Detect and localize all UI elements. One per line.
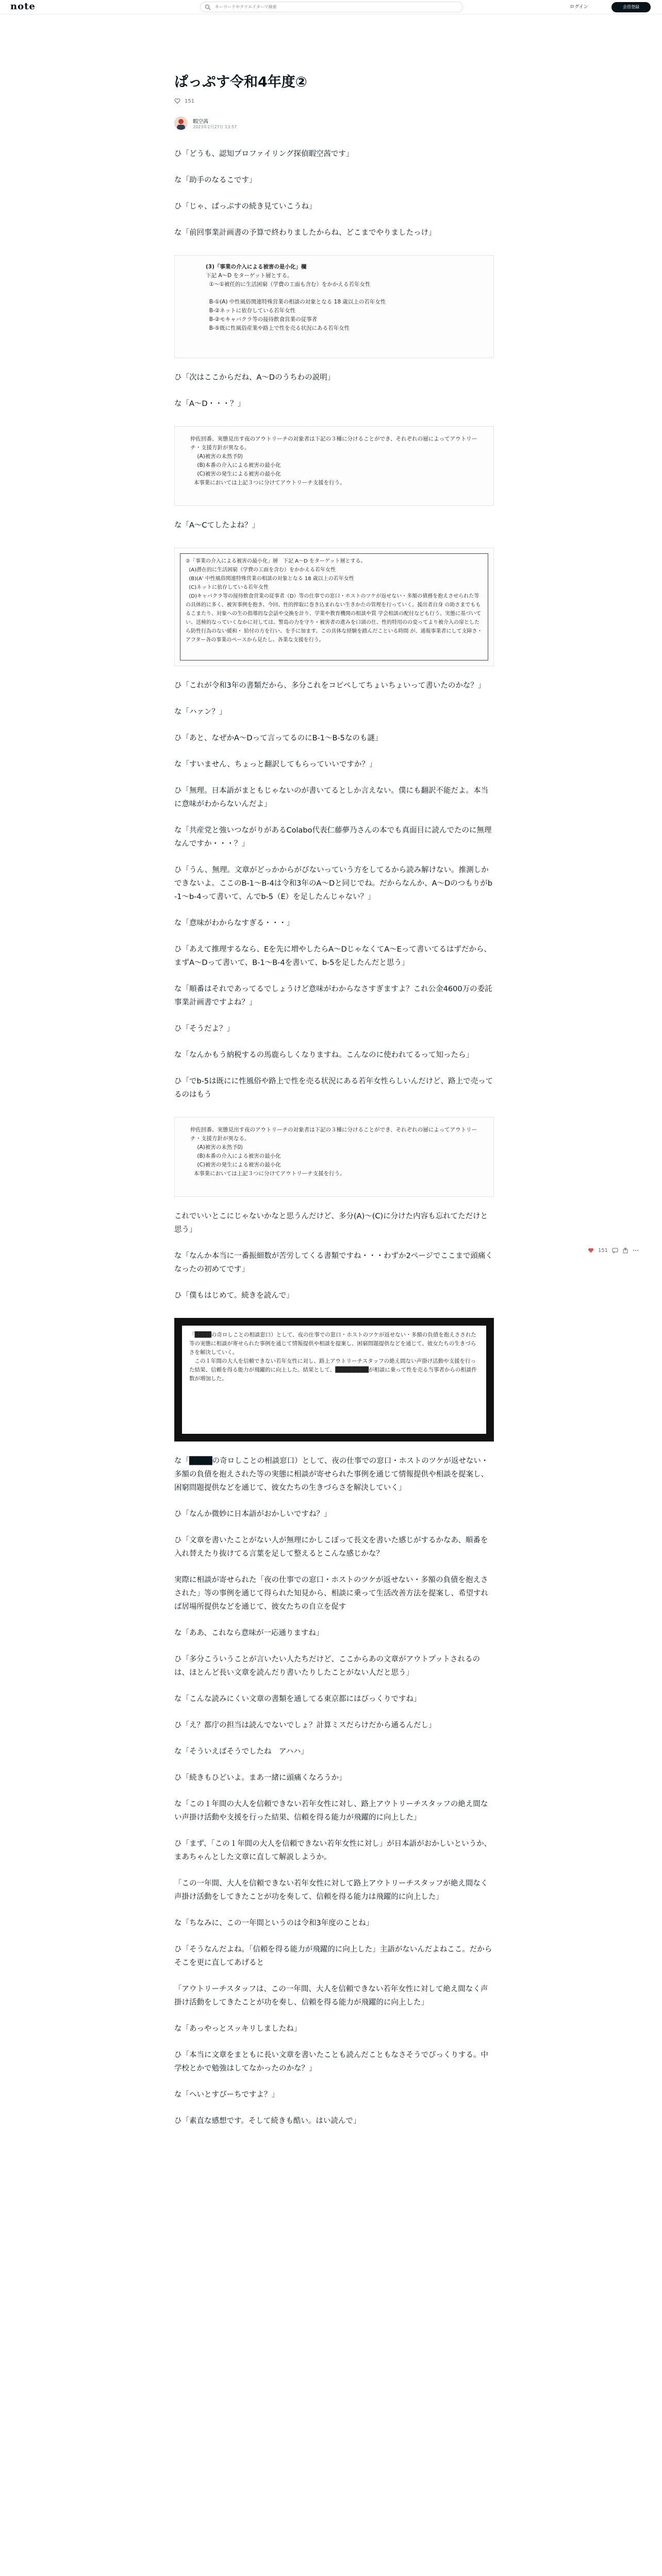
paragraph: ひ「これが令和3年の書類だから、多分これをコピペしてちょいちょいって書いたのかな？」 bbox=[174, 682, 486, 690]
excerpt-text: 「████の奇ロしことの相談窓口）として、夜の仕事での窓口・ホストのツケが返せない・多額の負債を抱えさされた等の実態に相談が寄せられた事例を通じて情報提供や相談を提案し、困窮問題提供などを通じて、彼女たちの生きづらさを解決していく。 この１年間の大人を信頼できない若年女性に対し、路上アウトリーチスタッフの絶え間ない声掛け活動や支援を行った結果、信頼を得る能力が飛躍的に向上した。結果として、████████が相談に乗って性を売る当事者からの相談件数が増加した。 bbox=[182, 1326, 486, 1434]
top-header bbox=[0, 0, 662, 14]
paragraph: な「助手のなるこです」 bbox=[174, 176, 257, 184]
paragraph: な「順番はそれであってるでしょうけど意味がわからなさすぎますよ？これ公金4600万の委託事業計画書ですよね？」 bbox=[174, 985, 492, 1007]
paragraph: ひ「続きもひどいよ。まあ一緒に頭痛くなろうか」 bbox=[174, 1774, 346, 1782]
paragraph: な「ああ、これなら意味が一応通りますね」 bbox=[174, 1629, 324, 1637]
paragraph: な「こんな読みにくい文章の書類を通してる東京都にはびっくりですね」 bbox=[174, 1695, 421, 1703]
article-title: ぱっぷす令和4年度② bbox=[174, 74, 307, 90]
paragraph: 「アウトリーチスタッフは、この一年間、大人を信頼できない若年女性に対して絶え間なく声掛け活動をしてきたことが功を奏し、信頼を得る能力が飛躍的に向上した」 bbox=[174, 1985, 488, 2007]
like-summary[interactable] bbox=[174, 97, 494, 105]
paragraph: 「この一年間、大人を信頼できない若年女性に対して路上アウトリーチスタッフが絶え間なく声掛け活動をしてきたことが功を奏して、信頼を得る能力は飛躍的に向上した」 bbox=[174, 1879, 488, 1901]
document-excerpt-image bbox=[174, 548, 494, 666]
paragraph: ひ「多分こういうことが言いたい人たちだけど、ここからあの文章がアウトプットされるのは、ほとんど長い文章を読んだり書いたりしたことがない人だと思う」 bbox=[174, 1655, 481, 1677]
paragraph: ひ「うん、無理。文章がどっかからがびないっていう方をしてるから読み解けない。推測しかできないよ。ここのB-1～B-4は令和3年のA～Dと同じでね。だからなんか、A～Dのつもりがb-1～b-4って書いて、んでb-5（E）を足したんじゃない？」 bbox=[174, 866, 492, 901]
document-excerpt-image bbox=[174, 1318, 494, 1442]
note-logo[interactable]: note bbox=[10, 1, 36, 12]
paragraph: な「ちなみに、この一年間というのは令和3年度のことね」 bbox=[174, 1919, 374, 1927]
paragraph: ひ「次はここからだね、A～Dのうちわの説明」 bbox=[174, 374, 335, 382]
floating-action-bar bbox=[588, 1244, 650, 1257]
paragraph: な「意味がわからなすぎる・・・」 bbox=[174, 919, 294, 927]
paragraph: ひ「文章を書いたことがない人が無理にかしこぼって長文を書いた感じがするかなあ、順番を入れ替えたり抜けてる言葉を足して整えるとこんな感じかな？ bbox=[174, 1536, 488, 1558]
excerpt-text: ②「事業の介入による被害の最小化」層 下記 A～D をターゲット層とする。 (A)潜在的に生活困窮（学費の工面を含む）をかかえる若年女性 (B)(A' 中性風俗関連特殊営業の相談の対象となる 18 歳以上の若年女性 (C)ネットに依存している若年女性 (D)キャバクラ等の接待飲食営業の従事者（D）等の仕事での窓口・ホストのツケが返せない・多額の債務を抱えさせられた等の具体的に多く、被害事例を抱き、今回、性的搾取に巻き込まれない生きかたの管理を行っていく。援出者自身 の助さまでももるこまたり、対象への生の指導的な会話や交換を計り、学業や教育機関の相談や質 学会相談の配付なども行う。実態に基づいてい、送検的なっていくなかに対しては、警島の力を守り・被害者の進みを口頭の仕、性的特用のの変ってより被介入の扉としたら防性行為のない緩和・ 給付の方を行い、を手に加ます。この具体な経験を踏んだこといる時間 が、通報事業者にして支障さ・アフター各の事業のペースから見たし、各業な支援を行う。 bbox=[180, 553, 488, 660]
paragraph: な「前回事業計画書の予算で終わりましたからね、どこまでやりましたっけ」 bbox=[174, 229, 436, 237]
paragraph: ひ「え？都庁の担当は読んでないでしょ？計算ミスだらけだから通るんだし」 bbox=[174, 1721, 436, 1730]
signup-button[interactable]: 会員登録 bbox=[611, 2, 651, 12]
login-button[interactable]: ログイン bbox=[561, 3, 597, 12]
search-input[interactable] bbox=[215, 3, 457, 11]
paragraph: ひ「あと、なぜかA～Dって言ってるのにB-1～B-5なのも謎」 bbox=[174, 734, 383, 742]
paragraph: な「この１年間の大人を信頼できない若年女性に対し、路上アウトリーチスタッフの絶え間ない声掛け活動や支援を行った結果、信頼を得る能力が飛躍的に向上した」 bbox=[174, 1800, 488, 1822]
paragraph: な「████の奇ロしことの相談窓口）として、夜の仕事での窓口・ホストのツケが返せない・多額の負債を抱えされた等の実態に相談が寄せられた事例を通じて情報提供や相談を提案し、困窮問題提供などを通じて、彼女たちの生きづらさを解決していく」 bbox=[174, 1457, 489, 1492]
more-icon[interactable] bbox=[633, 1247, 639, 1253]
paragraph: ひ「そうだよ？」 bbox=[174, 1025, 234, 1033]
paragraph: ひ「でb-5は既にに性風俗や路上で性を売る状況にある若年女性らしいんだけど、路上で売ってるのはもう bbox=[174, 1077, 493, 1099]
comment-icon[interactable] bbox=[612, 1247, 618, 1253]
paragraph: ひ「まず、「この１年間の大人を信頼できない若年女性に対し」が日本語がおかしいというか、まあちゃんとした文章に直して解説しようか。 bbox=[174, 1840, 492, 1861]
excerpt-text: 仲佐回番、実態見出す夜のアウトリーチの対象者は下記の３種に分けることができ、それぞれの層によってアウトリーチ・支援方針が異なる。 (A)被害の未然予防 (B)本番の介入による被害の最小化 (C)被害の発生による被害の最小化 本事業においては上記３つに分けてアウトリーチ支援を行う。 bbox=[190, 1127, 477, 1177]
author-name[interactable]: 暇空茜 bbox=[193, 119, 208, 125]
paragraph: ひ「そうなんだよね。「信頼を得る能力が飛躍的に向上した」主語がないんだよねここ。だからそこを更に直してあげると bbox=[174, 1945, 492, 1967]
paragraph: ひ「どうも、認知プロファイリング探偵暇空茜です」 bbox=[174, 150, 354, 158]
excerpt-text: 仲佐回番、実態見出す夜のアウトリーチの対象者は下記の３種に分けることができ、それぞれの層によってアウトリーチ・支援方針が異なる。 (A)被害の未然予防 (B)本番の介入による被害の最小化 (C)被害の発生による被害の最小化 本事業においては上記３つに分けてアウトリーチ支援を行う。 bbox=[190, 436, 477, 486]
paragraph: ひ「あえて推理するなら、Eを先に増やしたらA～DじゃなくてA～Eって書いてるはずだから、まずA～Dって書いて、B-1～B-4を書いて、b-5を足したんだと思う」 bbox=[174, 945, 491, 967]
paragraph: な「あっやっとスッキリしましたね」 bbox=[174, 2025, 302, 2033]
document-excerpt-image bbox=[174, 426, 494, 506]
paragraph: な「ハァン？」 bbox=[174, 708, 227, 716]
paragraph: な「すいません、ちょっと翻訳してもらっていいですか？」 bbox=[174, 760, 377, 769]
share-icon[interactable] bbox=[622, 1247, 628, 1253]
paragraph: ひ「なんか微妙に日本語がおかしいですね？」 bbox=[174, 1510, 332, 1518]
paragraph: ひ「本当に文章をまともに長い文章を書いたことも読んだこともなさそうでびっくりする。中学校とかで勉強はしてなかったのかな？」 bbox=[174, 2051, 488, 2073]
excerpt-heading: (3)「事業の介入による被害の是小化」欄 bbox=[206, 264, 307, 270]
paragraph: な「なんかもう納税するの馬鹿らしくなりますね。こんなのに使われてるって知ったら」 bbox=[174, 1051, 473, 1059]
author-block[interactable] bbox=[174, 115, 494, 132]
excerpt-text: 下記 A～D をターゲット層とする。 ①～①被任的に生活困窮（学費の工面も含む）をかかえる若年女性 B-①(A) 中性風俗関連特殊営業の相談の対象となる 18 歳以上の若年女性 B-②ネットに依存している若年女性 B-②モキャバクラ等の接待飲食営業の従事者 B-⑤既に性風俗産業や路上で性を売る状況にある若年女性 bbox=[206, 273, 386, 331]
like-count: 151 bbox=[185, 98, 195, 104]
paragraph: ひ「じゃ、ぱっぷすの続き見ていこうね」 bbox=[174, 202, 317, 211]
paragraph: ひ「素直な感想です。そして続きも酷い。はい読んで」 bbox=[174, 2117, 361, 2125]
search-icon bbox=[205, 4, 211, 10]
paragraph: な「A～D・・・？」 bbox=[174, 400, 245, 408]
article bbox=[174, 73, 494, 2141]
paragraph: な「共産党と強いつながりがあるColabo代表仁藤夢乃さんの本でも真面目に読んでたのに無理なんですか・・・？」 bbox=[174, 826, 492, 848]
paragraph: ひ「僕もはじめて。続きを読んで」 bbox=[174, 1292, 294, 1300]
paragraph: な「A～Cてしたよね？」 bbox=[174, 521, 260, 530]
paragraph: これでいいとこにじゃないかなと思うんだけど、多分(A)～(C)に分けた内容も忘れてただけと思う」 bbox=[174, 1212, 488, 1234]
heart-icon[interactable] bbox=[174, 98, 180, 104]
heart-filled-icon[interactable] bbox=[588, 1247, 594, 1253]
author-avatar[interactable] bbox=[174, 116, 188, 130]
paragraph: 実際に相談が寄せられた「夜の仕事での窓口・ホストのツケが返せない・多額の負債を抱えさされた」等の事例を通じて得られた知見から、相談に乗って生活改善方法を提案し、希望すれば居場所提供などを通じて、彼女たちの自立を促す bbox=[174, 1576, 488, 1611]
document-excerpt-image bbox=[174, 1117, 494, 1197]
paragraph: な「なんか本当に一番振細数が苦労してくる書類ですね・・・わずか2ページでここまで頭痛くなったの初めてです」 bbox=[174, 1252, 493, 1274]
floating-like-count: 151 bbox=[598, 1247, 608, 1253]
publish-date: 2023年2月27日 13:57 bbox=[193, 125, 237, 129]
paragraph: な「そういえばそうでしたね アハハ」 bbox=[174, 1748, 308, 1756]
paragraph: ひ「無理。日本語がまともじゃないのが書いてるとしか言えない。僕にも翻訳不能だよ。本当に意味がわからないんだよ」 bbox=[174, 787, 488, 808]
search-box[interactable] bbox=[200, 2, 463, 12]
paragraph: な「へいとすぴーちですよ？」 bbox=[174, 2091, 279, 2099]
document-excerpt-image bbox=[174, 255, 494, 358]
